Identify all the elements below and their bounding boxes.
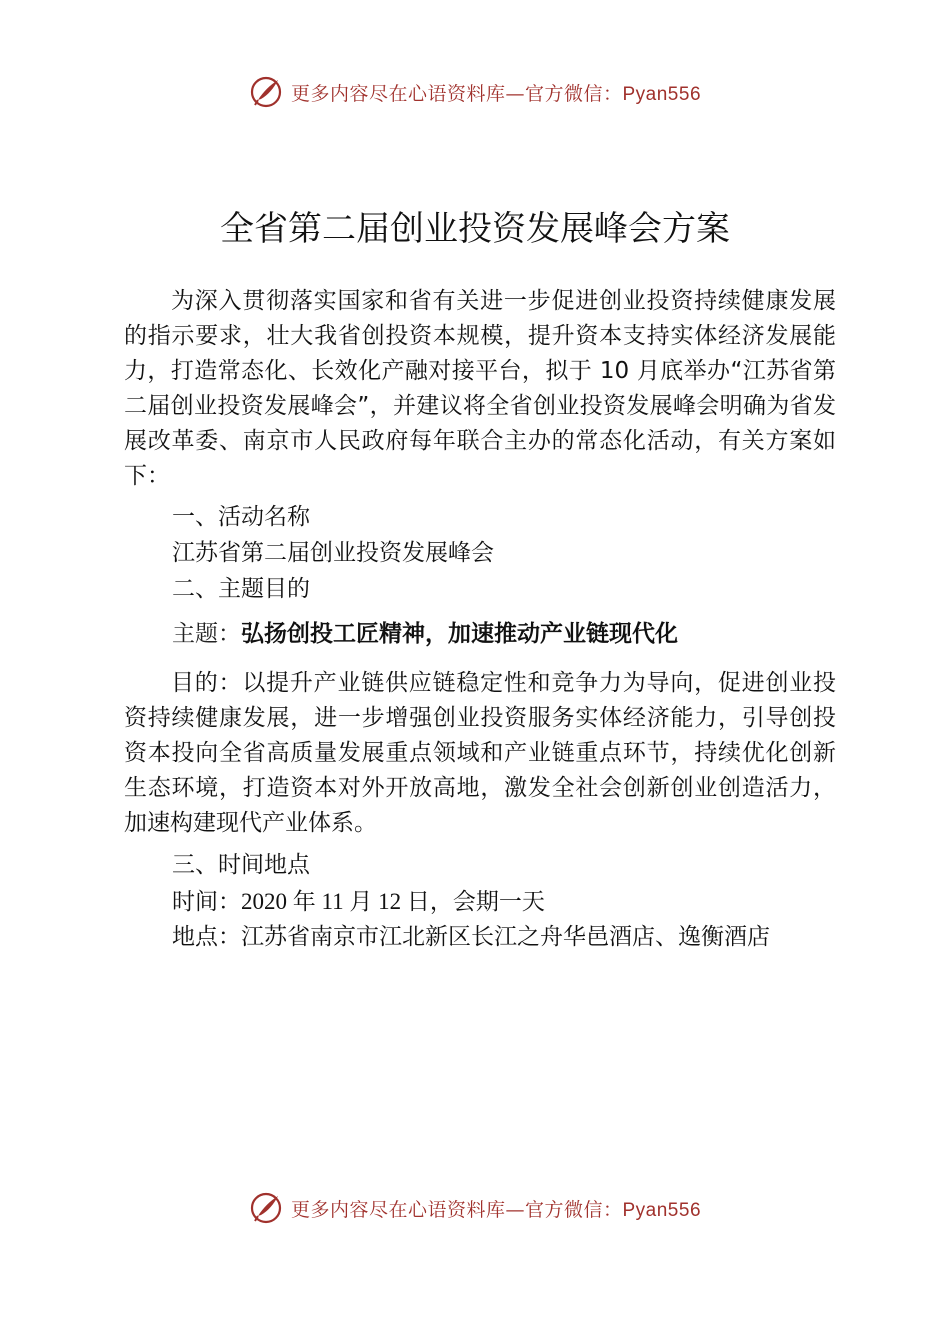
header-banner	[0, 72, 950, 112]
intro-paragraph: 为深入贯彻落实国家和省有关进一步促进创业投资持续健康发展的指示要求，壮大我省创投资本规模，提升资本支持实体经济发展能力，打造常态化、长效化产融对接平台，拟于 10 月底举办“江苏省第二届创业投资发展峰会”，并建议将全省创业投资发展峰会明确为省发展改革委、南京市人民政府每年联合主办的常态化活动，有关方案如下：	[124, 288, 836, 489]
purpose-paragraph: 目的：以提升产业链供应链稳定性和竞争力为导向，促进创业投资持续健康发展，进一步增强创业投资服务实体经济能力，引导创投资本投向全省高质量发展重点领域和产业链重点环节，持续优化创新生态环境，打造资本对外开放高地，激发全社会创新创业创造活力，加速构建现代产业体系。	[124, 670, 836, 836]
section-heading-activity-name: 一、活动名称	[172, 504, 310, 530]
theme-text: 弘扬创投工匠精神，加速推动产业链现代化	[241, 621, 678, 647]
wechat-id: Pyan556	[622, 1199, 702, 1221]
banner-text	[291, 79, 701, 106]
activity-name: 江苏省第二届创业投资发展峰会	[172, 540, 494, 566]
time-line	[172, 884, 545, 920]
quill-pen-logo-icon	[249, 75, 283, 109]
theme-line	[172, 617, 678, 652]
banner-text	[291, 1195, 701, 1222]
section-heading-time-location: 三、时间地点	[172, 852, 310, 878]
time-value: 2020 年 11 月 12 日，会期一天	[241, 889, 545, 914]
wechat-id: Pyan556	[622, 83, 702, 105]
location-line	[172, 920, 770, 955]
theme-label: 主题：	[172, 621, 241, 647]
quill-pen-logo-icon	[249, 1191, 283, 1225]
location-label: 地点：	[172, 924, 241, 950]
time-label: 时间：	[172, 889, 241, 915]
footer-banner	[0, 1188, 950, 1228]
banner-slogan: 更多内容尽在心语资料库—官方微信：	[290, 82, 623, 105]
section-heading-theme-purpose: 二、主题目的	[172, 576, 310, 602]
document-title: 全省第二届创业投资发展峰会方案	[220, 209, 730, 249]
banner-slogan: 更多内容尽在心语资料库—官方微信：	[290, 1198, 623, 1221]
location-value: 江苏省南京市江北新区长江之舟华邑酒店、逸衡酒店	[241, 924, 770, 950]
